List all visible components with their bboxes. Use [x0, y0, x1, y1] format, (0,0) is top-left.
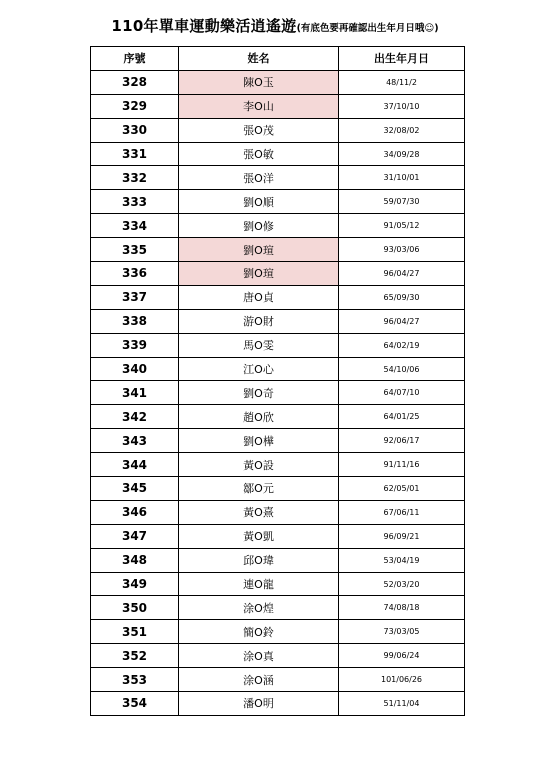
row-name: 黃O凱: [179, 524, 339, 548]
table-row: [91, 285, 465, 309]
row-birthdate: 48/11/2: [339, 70, 465, 94]
table-row: [91, 524, 465, 548]
row-birthdate: 64/01/25: [339, 405, 465, 429]
table-header-row: [91, 47, 465, 71]
row-number: 353: [91, 668, 179, 692]
row-name: 邱O瑋: [179, 548, 339, 572]
row-birthdate: 93/03/06: [339, 238, 465, 262]
row-number: 343: [91, 429, 179, 453]
row-number: 336: [91, 262, 179, 286]
table-row: [91, 596, 465, 620]
title-note: (有底色要再確認出生年月日哦☺): [296, 23, 439, 34]
row-number: 350: [91, 596, 179, 620]
row-birthdate: 64/07/10: [339, 381, 465, 405]
table-row: [91, 309, 465, 333]
roster-table: [90, 46, 465, 716]
table-row: [91, 357, 465, 381]
table-row: [91, 429, 465, 453]
row-number: 345: [91, 477, 179, 501]
row-birthdate: 96/04/27: [339, 309, 465, 333]
row-name: 唐O貞: [179, 285, 339, 309]
row-birthdate: 101/06/26: [339, 668, 465, 692]
row-number: 329: [91, 94, 179, 118]
row-number: 338: [91, 309, 179, 333]
row-name: 黃O熹: [179, 500, 339, 524]
row-number: 335: [91, 238, 179, 262]
row-name: 游O財: [179, 309, 339, 333]
row-name: 涂O涵: [179, 668, 339, 692]
row-birthdate: 31/10/01: [339, 166, 465, 190]
row-number: 337: [91, 285, 179, 309]
row-birthdate: 62/05/01: [339, 477, 465, 501]
table-row: [91, 644, 465, 668]
row-birthdate: 52/03/20: [339, 572, 465, 596]
row-number: 333: [91, 190, 179, 214]
row-name: 劉O順: [179, 190, 339, 214]
table-row: [91, 668, 465, 692]
row-name: 涂O真: [179, 644, 339, 668]
row-number: 349: [91, 572, 179, 596]
row-name: 潘O明: [179, 692, 339, 716]
row-birthdate: 96/09/21: [339, 524, 465, 548]
row-name: 張O敏: [179, 142, 339, 166]
row-name: 張O洋: [179, 166, 339, 190]
row-number: 354: [91, 692, 179, 716]
row-birthdate: 74/08/18: [339, 596, 465, 620]
table-row: [91, 692, 465, 716]
row-birthdate: 91/11/16: [339, 453, 465, 477]
row-number: 341: [91, 381, 179, 405]
title-main: 110年單車運動樂活逍遙遊: [111, 17, 297, 35]
row-birthdate: 37/10/10: [339, 94, 465, 118]
row-name: 劉O瑄: [179, 238, 339, 262]
row-birthdate: 59/07/30: [339, 190, 465, 214]
row-name: 李O山: [179, 94, 339, 118]
row-number: 344: [91, 453, 179, 477]
row-birthdate: 34/09/28: [339, 142, 465, 166]
table-row: [91, 238, 465, 262]
row-number: 342: [91, 405, 179, 429]
row-birthdate: 65/09/30: [339, 285, 465, 309]
table-row: [91, 453, 465, 477]
table-row: [91, 94, 465, 118]
row-name: 鄒O元: [179, 477, 339, 501]
header-number: 序號: [91, 47, 179, 71]
table-row: [91, 477, 465, 501]
header-name: 姓名: [179, 47, 339, 71]
row-number: 340: [91, 357, 179, 381]
row-number: 328: [91, 70, 179, 94]
row-name: 陳O玉: [179, 70, 339, 94]
table-row: [91, 405, 465, 429]
row-name: 張O茂: [179, 118, 339, 142]
row-birthdate: 32/08/02: [339, 118, 465, 142]
row-birthdate: 91/05/12: [339, 214, 465, 238]
row-name: 簡O鈴: [179, 620, 339, 644]
row-number: 351: [91, 620, 179, 644]
row-birthdate: 67/06/11: [339, 500, 465, 524]
row-birthdate: 64/02/19: [339, 333, 465, 357]
table-row: [91, 620, 465, 644]
row-birthdate: 51/11/04: [339, 692, 465, 716]
table-row: [91, 142, 465, 166]
table-row: [91, 262, 465, 286]
row-birthdate: 96/04/27: [339, 262, 465, 286]
row-birthdate: 53/04/19: [339, 548, 465, 572]
row-name: 劉O瑄: [179, 262, 339, 286]
row-birthdate: 54/10/06: [339, 357, 465, 381]
row-birthdate: 73/03/05: [339, 620, 465, 644]
row-name: 劉O奇: [179, 381, 339, 405]
table-row: [91, 166, 465, 190]
row-name: 涂O煌: [179, 596, 339, 620]
row-number: 330: [91, 118, 179, 142]
row-birthdate: 99/06/24: [339, 644, 465, 668]
row-number: 348: [91, 548, 179, 572]
table-row: [91, 572, 465, 596]
page-title: [0, 15, 550, 36]
row-name: 黃O設: [179, 453, 339, 477]
table-body: [91, 70, 465, 715]
row-name: 劉O樺: [179, 429, 339, 453]
row-number: 334: [91, 214, 179, 238]
table-row: [91, 190, 465, 214]
table-row: [91, 214, 465, 238]
row-name: 趙O欣: [179, 405, 339, 429]
row-number: 339: [91, 333, 179, 357]
row-name: 劉O修: [179, 214, 339, 238]
table-row: [91, 118, 465, 142]
table-row: [91, 381, 465, 405]
table-row: [91, 500, 465, 524]
row-number: 346: [91, 500, 179, 524]
row-number: 332: [91, 166, 179, 190]
table-row: [91, 548, 465, 572]
row-number: 331: [91, 142, 179, 166]
row-number: 352: [91, 644, 179, 668]
row-name: 江O心: [179, 357, 339, 381]
row-name: 馬O雯: [179, 333, 339, 357]
row-name: 連O龍: [179, 572, 339, 596]
row-number: 347: [91, 524, 179, 548]
header-birthdate: 出生年月日: [339, 47, 465, 71]
table-row: [91, 70, 465, 94]
table-row: [91, 333, 465, 357]
row-birthdate: 92/06/17: [339, 429, 465, 453]
